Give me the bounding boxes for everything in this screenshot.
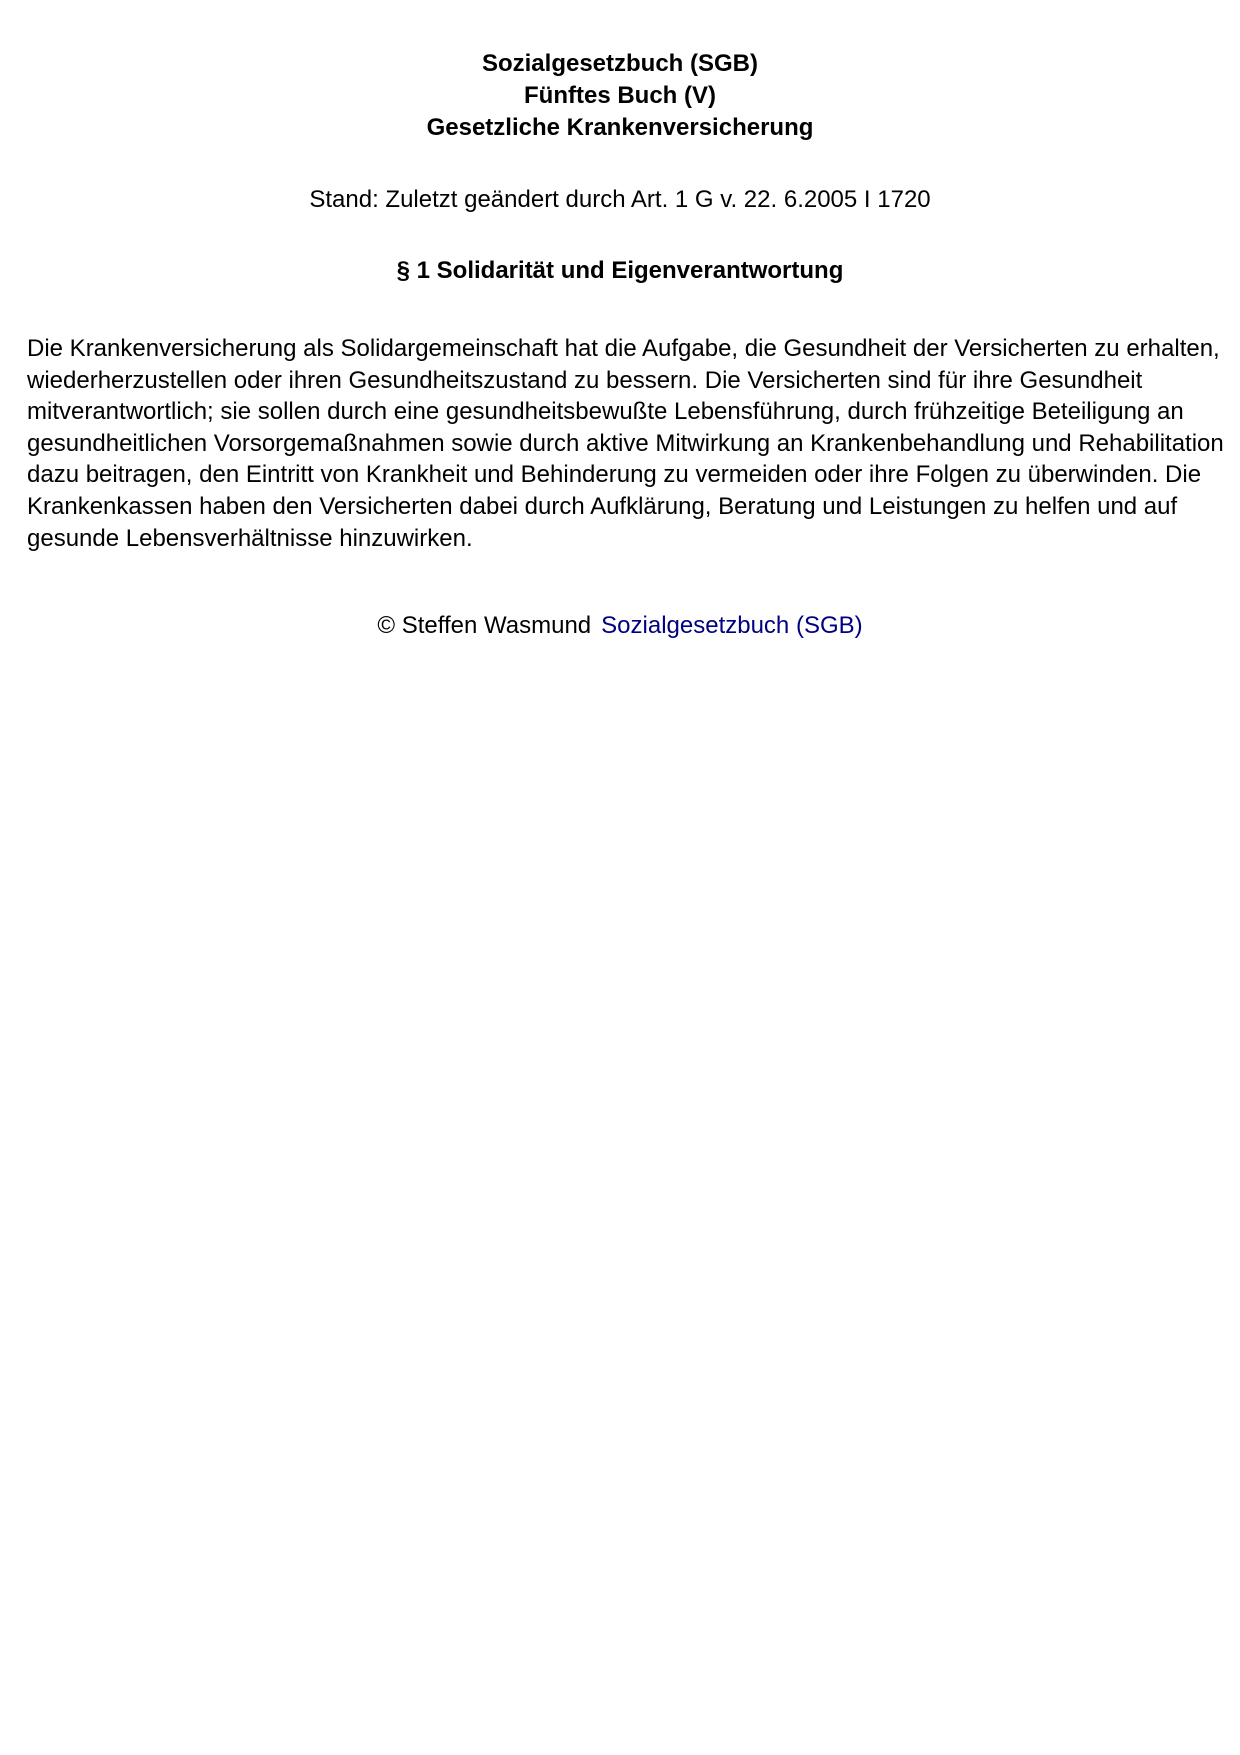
document-header — [0, 48, 1240, 144]
section-body: Die Krankenversicherung als Solidargemeinschaft hat die Aufgabe, die Gesundheit der Versicherten zu erhalten, wiederherzustellen oder ihren Gesundheitszustand zu bessern. Die Versicherten sind für ihre Gesundheit mitverantwortlich; sie sollen durch eine gesundheitsbewußte Lebensführung, durch frühzeitige Beteiligung an gesundheitlichen Vorsorgemaßnahmen sowie durch aktive Mitwirkung an Krankenbehandlung und Rehabilitation dazu beitragen, den Eintritt von Krankheit und Behinderung zu vermeiden oder ihre Folgen zu überwinden. Die Krankenkassen haben den Versicherten dabei durch Aufklärung, Beratung und Leistungen zu helfen und auf gesunde Lebensverhältnisse hinzuwirken. — [27, 335, 1224, 552]
section-heading: § 1 Solidarität und Eigenverantwortung — [396, 257, 844, 284]
footer — [0, 610, 1240, 642]
revision-status: Stand: Zuletzt geändert durch Art. 1 G v. 22. 6.2005 I 1720 — [309, 186, 931, 213]
law-title: Sozialgesetzbuch (SGB) — [481, 50, 759, 77]
book-subtitle: Gesetzliche Krankenversicherung — [426, 114, 814, 141]
copyright-notice: © Steffen Wasmund — [377, 612, 592, 639]
book-title: Fünftes Buch (V) — [524, 82, 716, 109]
sgb-link[interactable]: Sozialgesetzbuch (SGB) — [601, 612, 863, 639]
